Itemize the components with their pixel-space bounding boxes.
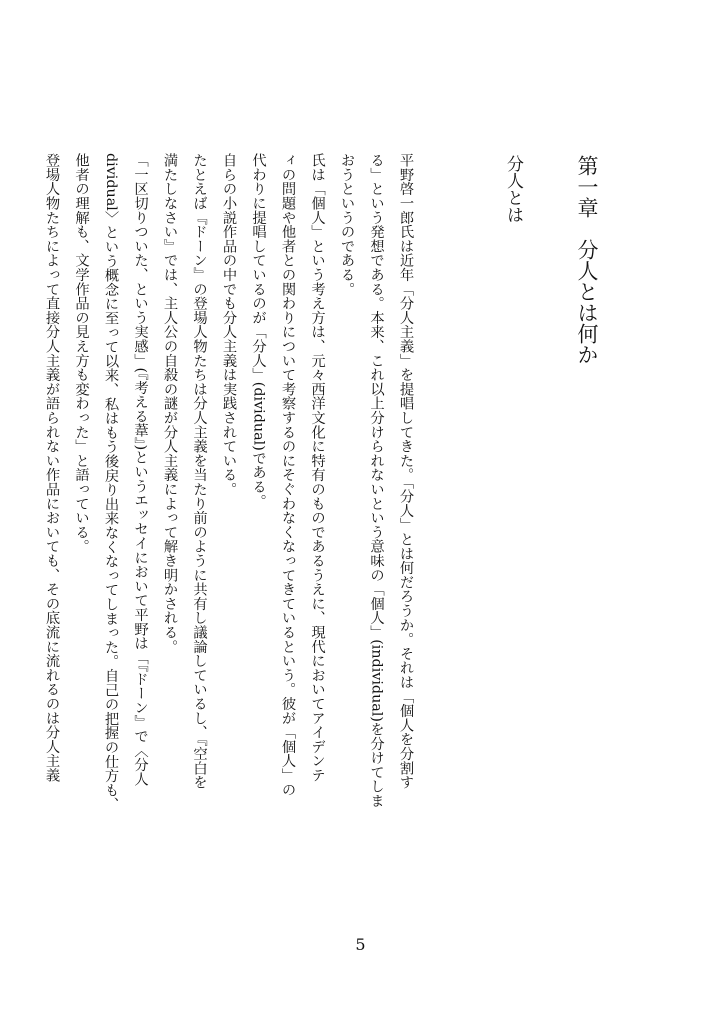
body-line: 他者の理解も、文学作品の見え方も変わった」と語っている。 — [73, 153, 90, 554]
body-line: 氏は「個人」という考え方は、元々西洋文化に特有のものであるうえに、現代においてアイデンテ — [309, 153, 326, 783]
body-line: たとえば『ドーン』の登場人物たちは分人主義を当たり前のように共有し議論しているし、『空白を — [191, 153, 208, 790]
page-number: 5 — [355, 935, 366, 954]
body-line: る」という発想である。本来、これ以上分けられないという意味の「個人」(individual)を分けてしま — [368, 153, 385, 808]
body-line: 平野啓一郎氏は近年「分人主義」を提唱してきた。「分人」とは何だろうか。それは「個人を分割す — [398, 153, 414, 790]
body-line: dividual〉という概念に至って以来、私はもう後戻り出来なくなってしまった。自己の把握の仕方も、 — [103, 153, 119, 812]
body-line: ィの問題や他者との関わりについて考察するのにそぐわなくなってきているという。彼が「個人」の — [280, 153, 296, 797]
body-text — [44, 153, 420, 913]
body-line: 登場人物たちによって直接分人主義が語られない作品においても、その底流に流れるのは分人主義 — [44, 153, 60, 783]
section-title: 分人とは — [503, 155, 523, 223]
body-line: 自らの小説作品の中でも分人主義は実践されている。 — [221, 153, 237, 497]
body-line: 「一区切りついた、という実感」(『考える葦』)というエッセイにおいて平野は「『ドーン』で〈分人 — [132, 153, 149, 787]
body-line: おうというのである。 — [339, 153, 355, 296]
body-line: 満たしなさい』では、主人公の自殺の謎が分人主義によって解き明かされる。 — [162, 153, 178, 654]
body-line: 代わりに提唱しているのが「分人」(dividual)である。 — [250, 153, 267, 508]
chapter-title: 第一章 分人とは何か — [575, 155, 599, 365]
